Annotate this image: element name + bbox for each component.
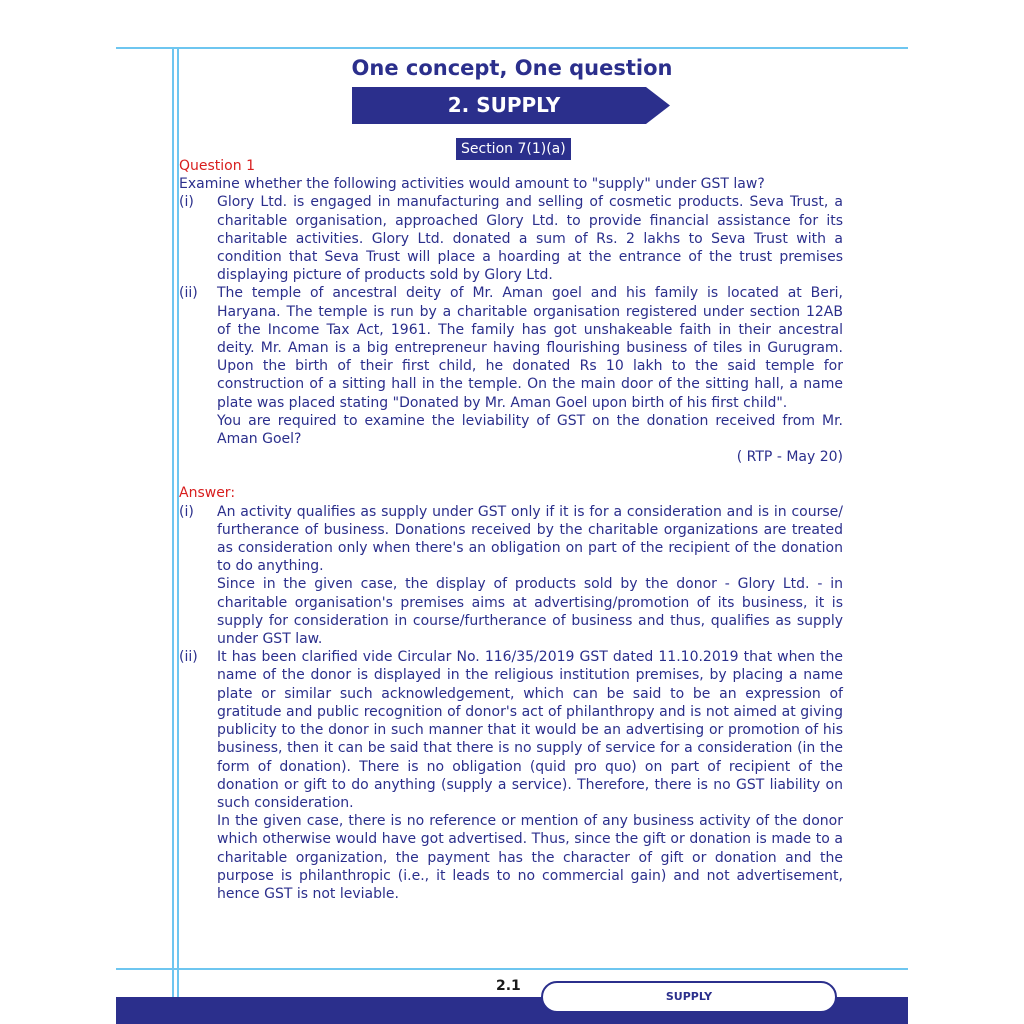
answer-item [179,648,843,812]
answer-item [179,503,843,576]
item-continuation: You are required to examine the leviability of GST on the donation received from Mr. Aman Goel? [217,412,843,448]
page-number: 2.1 [496,978,521,994]
item-continuation: Since in the given case, the display of products sold by the donor - Glory Ltd. - in charitable organisation's premises aims at advertising/promotion of its business, it is supply for consideration in course/furtherance of business and thus, qualifies as supply under GST law. [217,576,843,648]
bottom-rule [116,968,908,970]
left-rule-outer [172,48,174,998]
item-number: (ii) [179,285,198,302]
item-text: Glory Ltd. is engaged in manufacturing and selling of cosmetic products. Seva Trust, a charitable organisation, approached Glory Ltd. to provide financial assistance for its charitable activities. Glory Ltd. donated a sum of Rs. 2 lakhs to Seva Trust with a condition that Seva Trust will place a hoarding at the entrance of the trust premises displaying picture of products sold by Glory Ltd. [217,194,843,284]
answer-label: Answer: [179,485,236,502]
item-text: The temple of ancestral deity of Mr. Aman goel and his family is located at Beri, Haryana. The temple is run by a charitable organisation registered under section 12AB of the Income Tax Act, 1961. The family has got unshakeable faith in their ancestral deity. Mr. Aman is a big entrepreneur having flourishing business of tiles in Gurugram. Upon the birth of their first child, he donated Rs 10 lakh to the said temple for construction of a sitting hall in the temple. On the main door of the sitting hall, a name plate was placed stating "Donated by Mr. Aman Goel upon birth of his first child". [217,285,843,411]
item-number: (i) [179,194,194,211]
item-number: (i) [179,503,194,520]
question-source: ( RTP - May 20) [736,449,843,466]
item-number: (ii) [179,649,198,666]
question-item [179,284,843,411]
section-tag: Section 7(1)(a) [456,138,571,160]
chapter-banner [352,87,670,124]
content-area [179,157,843,903]
question-label: Question 1 [179,158,255,174]
question-intro: Examine whether the following activities would amount to "supply" under GST law? [179,176,765,193]
top-rule [116,47,908,49]
item-continuation: In the given case, there is no reference or mention of any business activity of the donor which otherwise would have got advertised. Thus, since the gift or donation is made to a charitable organization, the payment has the character of gift or donation and the purpose is philanthropic (i.e., it leads to no commercial gain) and not advertisement, hence GST is not leviable. [217,813,843,902]
item-text: An activity qualifies as supply under GST only if it is for a consideration and is in course/ furtherance of business. Donations received by the charitable organizations are treated as consideration only when there's an obligation on part of the recipient of the donation to do anything. [217,503,843,575]
item-text: It has been clarified vide Circular No. 116/35/2019 GST dated 11.10.2019 that when the name of the donor is displayed in the religious institution premises, by placing a name plate or similar such acknowledgement, which can be said to be an expression of gratitude and public recognition of donor's act of philanthropy and is not aimed at giving publicity to the donor in such manner that it would be an advertising or promotion of his business, then it can be said that there is no supply of service for a consideration (in the form of donation). There is no obligation (quid pro quo) on part of recipient of the donation or gift to do anything (supply a service). Therefore, there is no GST liability on such consideration. [217,649,843,811]
question-item [179,193,843,284]
chapter-banner-label: 2. SUPPLY [447,93,561,117]
footer-chapter-label: SUPPLY [541,981,837,1013]
page-title: One concept, One question [351,56,673,80]
